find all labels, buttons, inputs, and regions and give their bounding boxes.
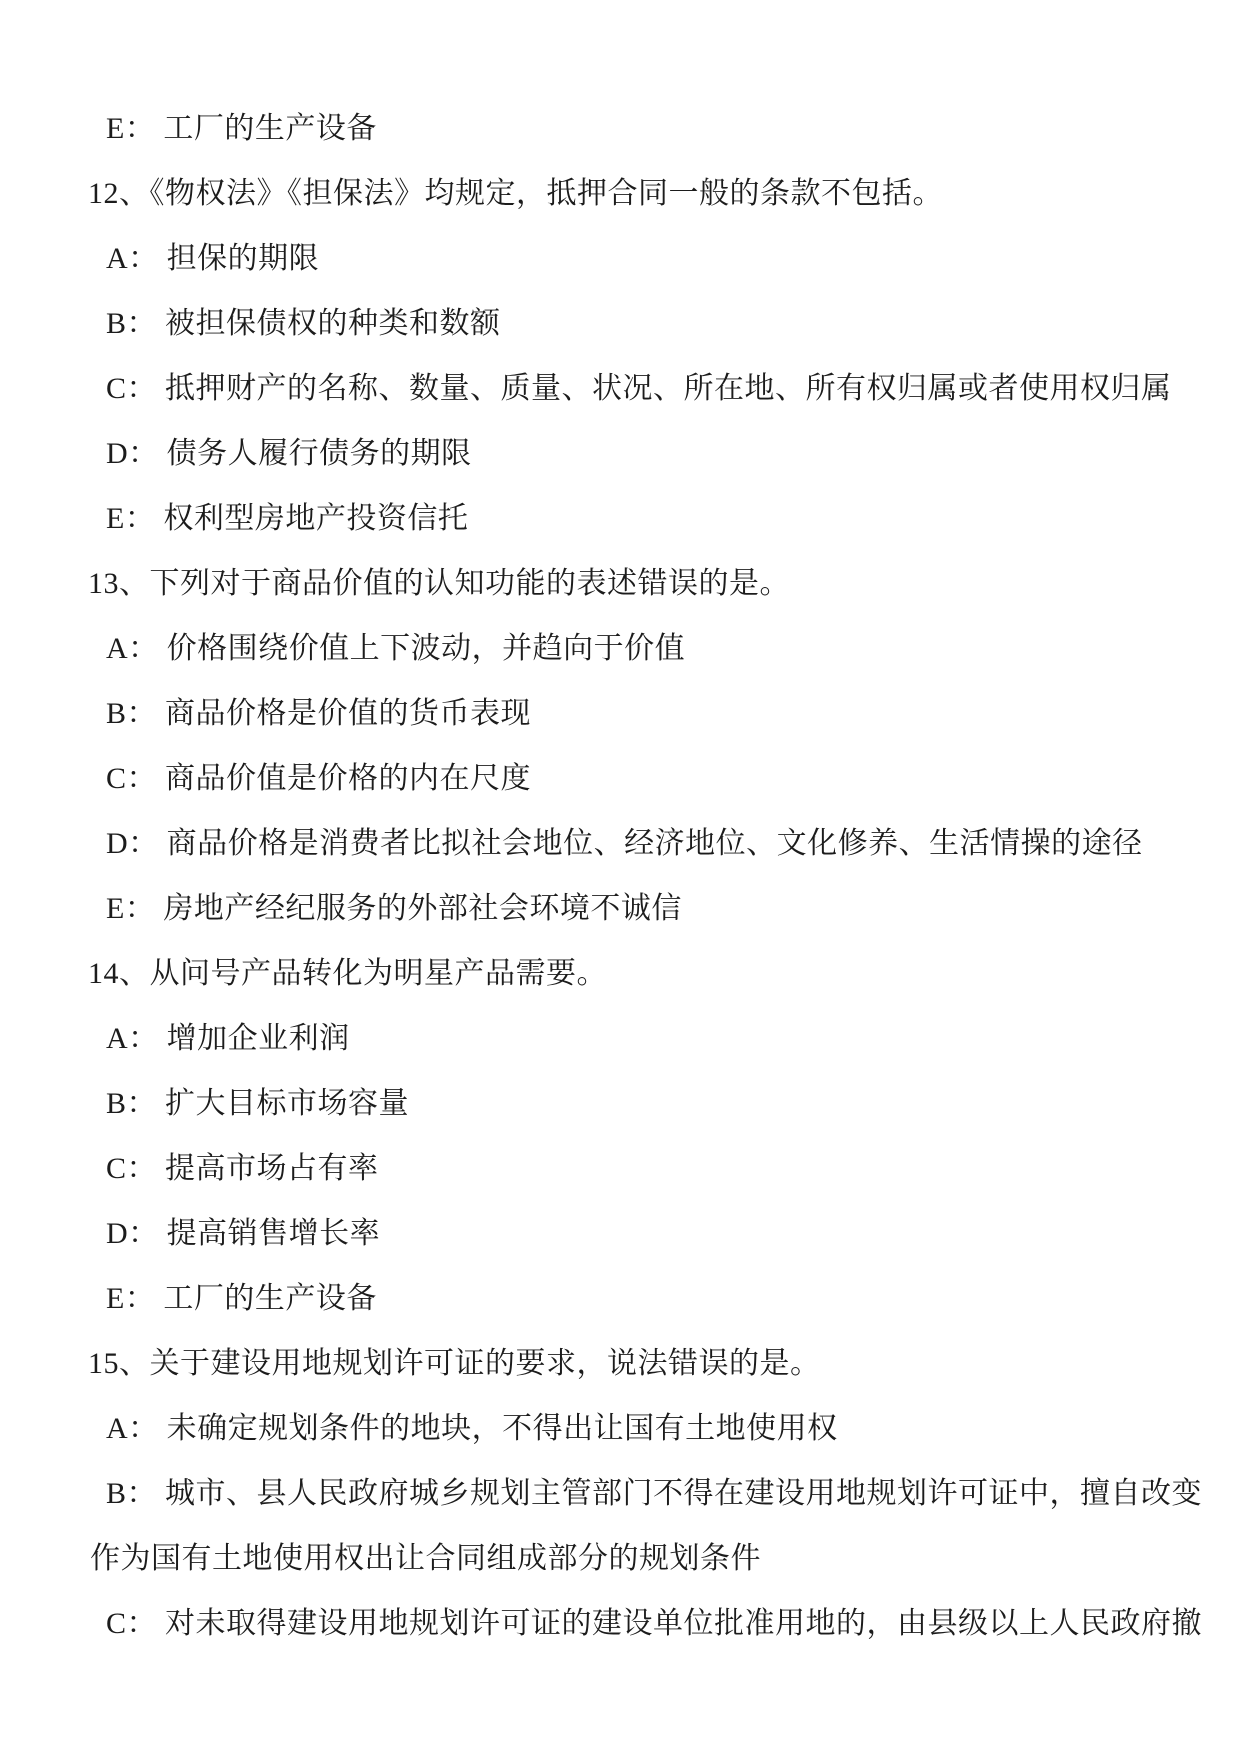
option-line: A： 担保的期限 [106,242,320,275]
option-line: A： 未确定规划条件的地块，不得出让国有土地使用权 [106,1412,838,1445]
option-line: B： 城市、县人民政府城乡规划主管部门不得在建设用地规划许可证中，擅自改变 [106,1477,1203,1510]
question-line: 15、关于建设用地规划许可证的要求，说法错误的是。 [88,1347,821,1380]
question-line: 12、《物权法》《担保法》均规定，抵押合同一般的条款不包括。 [88,177,943,210]
option-line: B： 商品价格是价值的货币表现 [106,697,532,730]
option-line: E： 房地产经纪服务的外部社会环境不诚信 [106,892,682,925]
option-line: A： 价格围绕价值上下波动，并趋向于价值 [106,632,686,665]
option-line: D： 债务人履行债务的期限 [106,437,472,470]
option-line: C： 抵押财产的名称、数量、质量、状况、所在地、所有权归属或者使用权归属 [106,372,1172,405]
option-line: D： 提高销售增长率 [106,1217,381,1250]
question-line: 14、从问号产品转化为明星产品需要。 [88,957,607,990]
option-line: E： 工厂的生产设备 [106,1282,377,1315]
option-line: C： 对未取得建设用地规划许可证的建设单位批准用地的，由县级以上人民政府撤 [106,1607,1203,1640]
option-line: B： 被担保债权的种类和数额 [106,307,501,340]
option-line: C： 商品价值是价格的内在尺度 [106,762,532,795]
option-line: B： 扩大目标市场容量 [106,1087,410,1120]
option-line: C： 提高市场占有率 [106,1152,379,1185]
option-line: A： 增加企业利润 [106,1022,350,1055]
question-line: 13、下列对于商品价值的认知功能的表述错误的是。 [88,567,790,600]
option-line: D： 商品价格是消费者比拟社会地位、经济地位、文化修养、生活情操的途径 [106,827,1143,860]
option-line: E： 权利型房地产投资信托 [106,502,469,535]
option-line: E： 工厂的生产设备 [106,112,377,145]
continuation-line: 作为国有土地使用权出让合同组成部分的规划条件 [90,1542,761,1575]
